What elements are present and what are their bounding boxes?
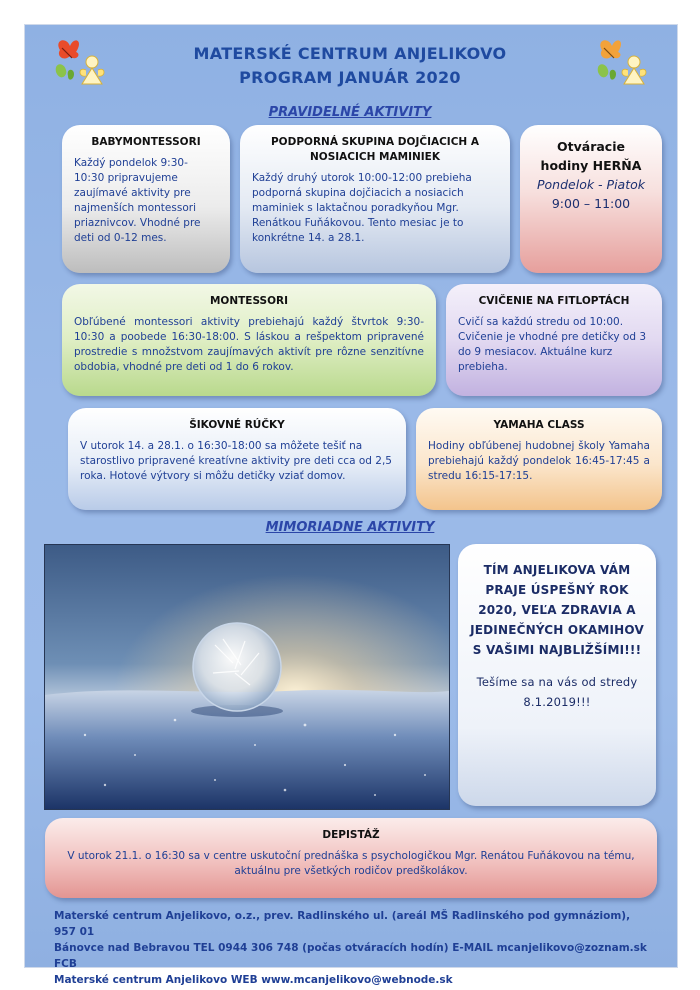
babymontessori-text: Každý pondelok 9:30-10:30 pripravujeme zaujímavé aktivity pre najmenších montessori priaznivcov. Vhodné pre deti od 0-12 mes. [74,157,201,244]
fitball-title: CVIČENIE NA FITLOPTÁCH [478,295,630,307]
frozen-bubble-photo [44,544,450,810]
section-title-special: MIMORIADNE AKTIVITY [265,520,435,535]
opening-hours-time: 9:00 – 11:00 [551,196,631,211]
footer-line-2: Bánovce nad Bebravou TEL 0944 306 748 (počas otváracích hodín) E-MAIL mcanjelikovo@zoznam.sk FCB [54,942,647,970]
wish-text: TÍM ANJELIKOVA VÁM PRAJE ÚSPEŠNÝ ROK 2020, VEĽA ZDRAVIA A JEDINEČNÝCH OKAMIHOV S VAŠIMI NAJBLIŽŠÍMI!!! [470,563,644,657]
crafts-title: ŠIKOVNÉ RÚČKY [189,419,285,431]
babymontessori-card [62,125,230,273]
footer-line-1: Materské centrum Anjelikovo, o.z., prev. Radlinského ul. (areál MŠ Radlinského pod gymnáziom), 957 01 [54,910,631,938]
babymontessori-title: BABYMONTESSORI [91,136,201,148]
montessori-title: MONTESSORI [209,295,289,307]
footer-line-3: Materské centrum Anjelikovo WEB www.mcanjelikovo@webnode.sk [54,974,453,986]
wish-subtext: Tešíme sa na vás od stredy 8.1.2019!!! [476,675,638,709]
depistaz-title: DEPISTÁŽ [322,829,380,841]
support-group-title: PODPORNÁ SKUPINA DOJČIACICH A NOSIACICH MAMINIEK [270,136,479,163]
yamaha-title: YAMAHA CLASS [493,419,585,431]
depistaz-card [45,818,657,898]
montessori-text: Obľúbené montessori aktivity prebiehajú každý štvrtok 9:30-10:30 a poobede 16:30-18:00. S láskou a rešpektom pripravené prostredie s množstvom zaujímavých aktivít pre rôzne senzitívne obdobia, vhodné pre deti od 1 do 6 rokov. [74,316,424,373]
footer [54,908,654,988]
crafts-card [68,408,406,510]
crafts-text: V utorok 14. a 28.1. o 16:30-18:00 sa môžete tešiť na starostlivo pripravené kreatívne aktivity pre deti cca od 2,5 roka. Hotové výtvory si môžu detičky vziať domov. [80,440,392,482]
page-subtitle: PROGRAM JANUÁR 2020 [239,68,461,87]
fitball-text: Cvičí sa každú stredu od 10:00. Cvičenie je vhodné pre detičky od 3 do 9 mesiacov. Aktuálne kurz prebieha. [458,316,647,373]
opening-hours-days: Pondelok - Piatok [536,177,645,192]
fitball-card [446,284,662,396]
yamaha-text: Hodiny obľúbenej hudobnej školy Yamaha prebiehajú každý pondelok 16:45-17:45 a stredu 16:15-17:15. [428,440,650,482]
section-title-regular: PRAVIDELNÉ AKTIVITY [268,105,432,120]
support-group-text: Každý druhý utorok 10:00-12:00 prebieha podporná skupina dojčiacich a nosiacich maminiek s laktačnou poradkyňou Mgr. Renátkou Fuňákovou. Tento mesiac je to konkrétne 14. a 28.1. [252,172,472,244]
page-title: MATERSKÉ CENTRUM ANJELIKOVO [193,44,507,63]
depistaz-text: V utorok 21.1. o 16:30 sa v centre uskutoční prednáška s psychologičkou Mgr. Renátou Fuňákovou na tému, aktuálnu pre všetkých rodičov predškolákov. [67,850,635,877]
opening-hours-label: Otváracie hodiny HERŇA [540,139,642,173]
support-group-card [240,125,510,273]
wish-card [458,544,656,806]
opening-hours-card [520,125,662,273]
yamaha-card [416,408,662,510]
montessori-card [62,284,436,396]
